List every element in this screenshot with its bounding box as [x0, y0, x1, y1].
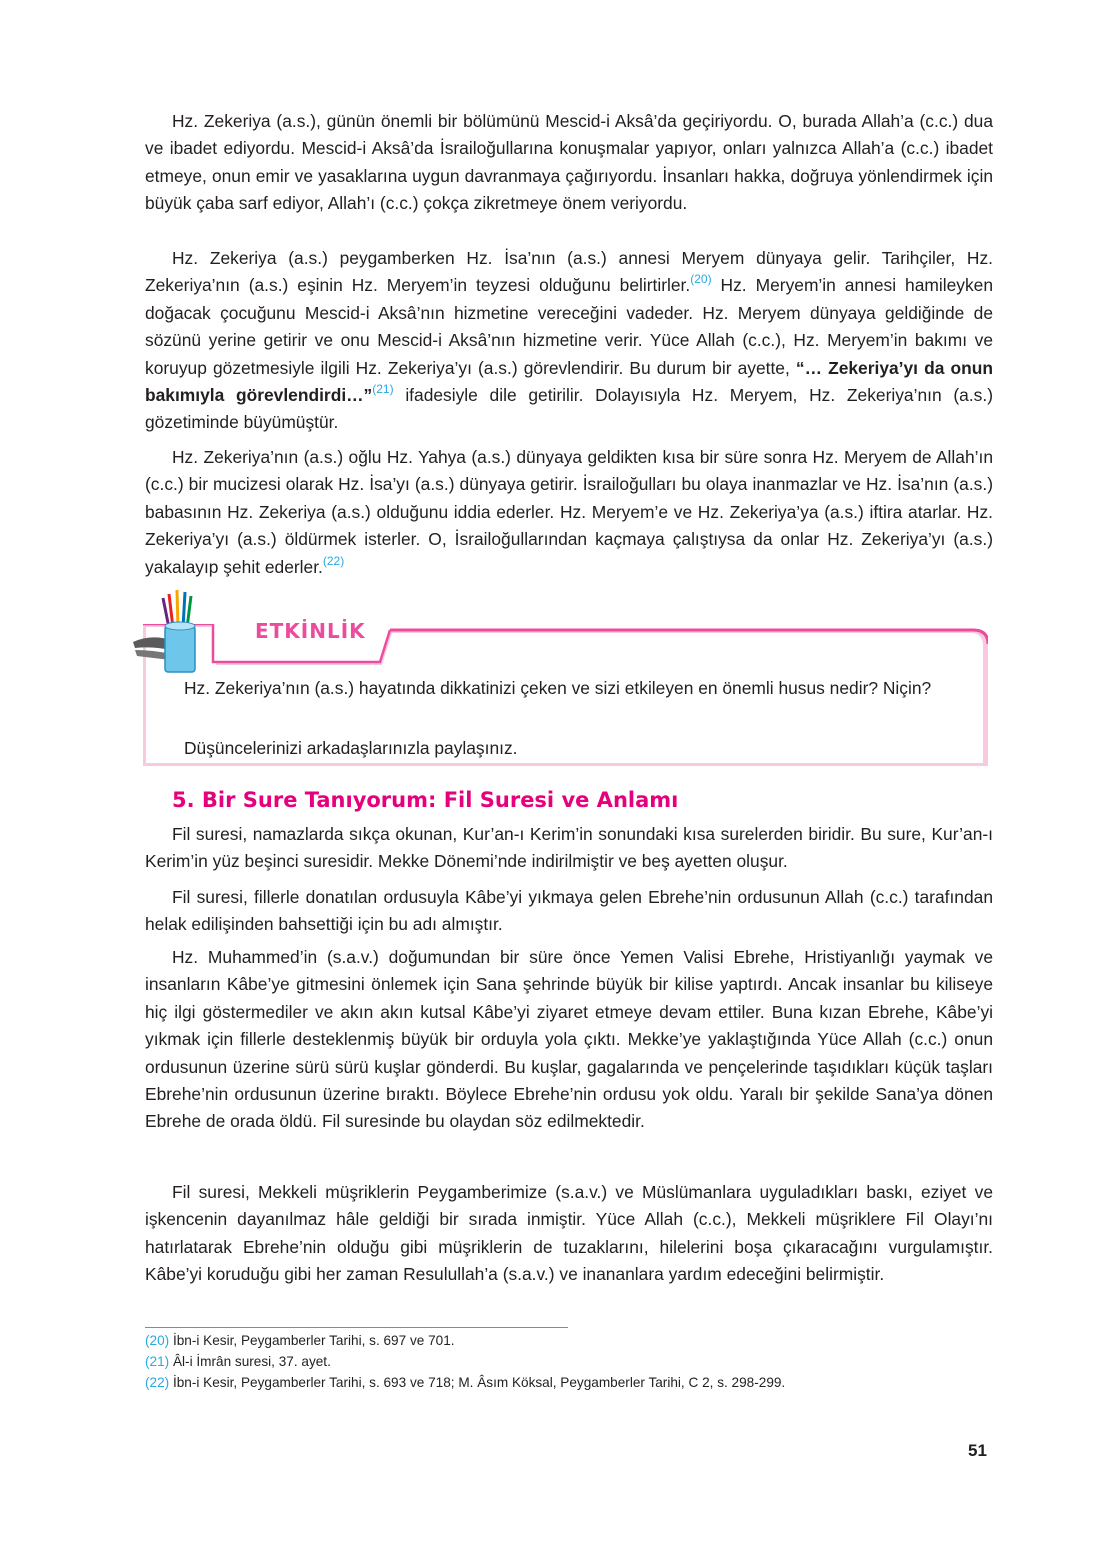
activity-question: Hz. Zekeriya’nın (a.s.) hayatında dikkatinizi çeken ve sizi etkileyen en önemli husus nedir? Niçin? — [184, 678, 932, 698]
page-number: 51 — [968, 1441, 987, 1460]
paragraph-text: Hz. Zekeriya (a.s.), günün önemli bir bölümünü Mescid-i Aksâ’da geçiriyordu. O, burada Allah’a (c.c.) dua ve ibadet ediyordu. Mescid-i Aksâ’da İsrailoğullarına konuşmalar yapıyor, onları yalnızca Allah’a (c.c.) ibadet etmeye, onun emir ve yasaklarına uygun davranmaya çağırıyordu. İnsanları hakka, doğruya yönlendirmek için büyük çaba sarf ediyor, Allah’ı (c.c.) çokça zikretmeye önem veriyordu. — [145, 111, 993, 214]
paragraph-fil-context: Fil suresi, Mekkeli müşriklerin Peygamberimize (s.a.v.) ve Müslümanlara uyguladıkları baskı, eziyet ve işkencenin dayanılmaz hâle geldiği bir sırada inmiştir. Yüce Allah (c.c.), Mekkeli müşriklere Fil Olayı’nı hatırlatarak Ebrehe’nin olduğu gibi müşriklerin de tuzaklarını, hilelerini boşa çıkaracağını vurgulamıştır. Kâbe’yi koruduğu gibi her zaman Resulullah’a (s.a.v.) ve inananlara yardım edeceğini belirmiştir. — [145, 1182, 993, 1285]
paragraph-fil-intro: Fil suresi, namazlarda sıkça okunan, Kur’an-ı Kerim’in sonundaki kısa surelerden biridir. Bu sure, Kur’an-ı Kerim’in yüz beşinci suresidir. Mekke Dönemi’nde indirilmiştir ve beş ayetten oluşur. — [145, 824, 993, 872]
footnote-number: (21) — [145, 1354, 170, 1369]
footnote-number: (22) — [145, 1375, 170, 1390]
paragraph-yahya-isa — [145, 444, 993, 581]
paragraph-text: Hz. Meryem’in annesi hamileyken doğacak çocuğunu Mescid-i Aksâ’nın hizmetine vereceğini vadeder. Hz. Meryem dünyaya geldiğinde de sözünü yerine getirir ve onu Mescid-i Aksâ’nın hizmetine verir. Yüce Allah (c.c.), Hz. Meryem’in bakımı ve koruyup gözetmesiyle ilgili Hz. Zekeriya’yı (a.s.) görevlendirir. Bu durum bir ayette, — [145, 275, 994, 378]
ayet-quote: “… Zekeriya’yı da onun bakımıyla görevlendirdi…” — [145, 357, 993, 406]
footnote-22 — [145, 1374, 785, 1392]
footnote-text: İbn-i Kesir, Peygamberler Tarihi, s. 693 ve 718; M. Âsım Köksal, Peygamberler Tarihi, C 2, s. 298-299. — [169, 1375, 786, 1390]
activity-label: ETKİNLİK — [255, 619, 366, 643]
footnote-20 — [145, 1332, 455, 1350]
paragraph-fil-name: Fil suresi, fillerle donatılan ordusuyla Kâbe’yi yıkmaya gelen Ebrehe’nin ordusunun Allah (c.c.) tarafından helak edilişinden bahsettiği için bu adı almıştır. — [145, 887, 993, 935]
footnote-ref-22[interactable]: (22) — [322, 553, 345, 568]
footnote-text: Âl-i İmrân suresi, 37. ayet. — [169, 1354, 331, 1369]
footnote-text: İbn-i Kesir, Peygamberler Tarihi, s. 697 ve 701. — [169, 1333, 455, 1348]
paragraph-text: Hz. Zekeriya’nın (a.s.) oğlu Hz. Yahya (a.s.) dünyaya geldikten kısa bir süre sonra Hz. Meryem de Allah’ın (c.c.) bir mucizesi olarak Hz. İsa’yı (a.s.) dünyaya getirir. İsrailoğulları bu olaya inanmazlar ve Hz. İsa’nın (a.s.) babasının Hz. Zekeriya (a.s.) olduğunu iddia ederler. Hz. Meryem’e ve Hz. Zekeriya’ya (a.s.) iftira atarlar. Hz. Zekeriya’yı (a.s.) öldürmek isterler. O, İsrailoğullarından kaçmaya çalıştıysa da onlar Hz. Zekeriya’yı (a.s.) yakalayıp şehit ederler. — [145, 447, 993, 577]
footnote-ref-21[interactable]: (21) — [372, 382, 394, 397]
footnote-21 — [145, 1353, 331, 1371]
footnote-divider — [145, 1327, 568, 1328]
paragraph-text: Hz. Zekeriya (a.s.) peygamberken Hz. İsa’nın (a.s.) annesi Meryem dünyaya gelir. Tarihçiler, Hz. Zekeriya’nın (a.s.) eşinin Hz. Meryem’in teyzesi olduğunu belirtirler. — [145, 248, 993, 296]
footnote-ref-20[interactable]: (20) — [690, 272, 712, 287]
paragraph-fil-story: Hz. Muhammed’in (s.a.v.) doğumundan bir süre önce Yemen Valisi Ebrehe, Hristiyanlığı yaymak ve insanların Kâbe’ye gitmesini önlemek için Sana şehrinde büyük bir kilise yaptırdı. Ancak insanlar bu kiliseye hiç ilgi göstermediler ve akın akın kutsal Kâbe’yi ziyaret etmeye devam ettiler. Buna kızan Ebrehe, Kâbe’yi yıkmak için fillerle desteklenmiş büyük bir orduyla yola çıktı. Mekke’ye yaklaştığında Yüce Allah (c.c.) onun ordusunun üzerine sürü sürü kuşlar gönderdi. Bu kuşlar, gagalarında ve pençelerinde taşıdıkları küçük taşları Ebrehe’nin ordusunun üzerine bıraktı. Böylece Ebrehe’nin ordusu yok oldu. Yaralı bir şekilde Sana’ya dönen Ebrehe de orada öldü. Fil suresinde bu olaydan söz edilmektedir. — [145, 947, 993, 1132]
paragraph-meryem — [145, 245, 993, 437]
section-title: 5. Bir Sure Tanıyorum: Fil Suresi ve Anlamı — [172, 788, 679, 812]
activity-instruction: Düşüncelerinizi arkadaşlarınızla paylaşınız. — [184, 738, 518, 758]
footnote-number: (20) — [145, 1333, 170, 1348]
pencil-cup-icon — [133, 588, 213, 678]
paragraph-zekeriya-mescid — [145, 108, 993, 218]
paragraph-text: ifadesiyle dile getirilir. Dolayısıyla Hz. Meryem, Hz. Zekeriya’nın (a.s.) gözetiminde büyümüştür. — [145, 385, 993, 433]
